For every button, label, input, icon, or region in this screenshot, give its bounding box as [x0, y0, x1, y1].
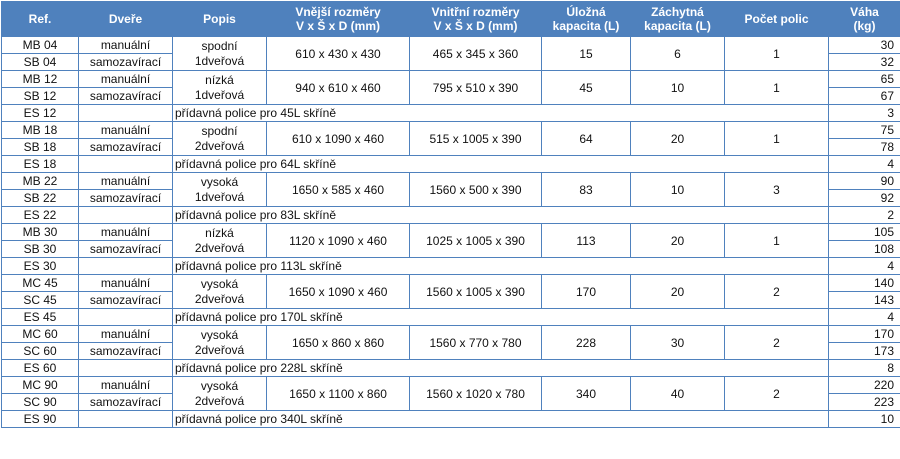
- sump-cell: 10: [631, 71, 725, 105]
- inner-dims-cell: 465 x 345 x 360: [410, 37, 542, 71]
- shelf-ref-cell: ES 22: [2, 207, 79, 224]
- storage-cell: 64: [542, 122, 631, 156]
- shelves-cell: 2: [725, 326, 829, 360]
- doors-cell: samozavírací: [79, 343, 173, 360]
- doors-cell: samozavírací: [79, 292, 173, 309]
- shelves-cell: 2: [725, 275, 829, 309]
- sump-cell: 20: [631, 224, 725, 258]
- ref-cell: SB 04: [2, 54, 79, 71]
- ref-cell: SC 45: [2, 292, 79, 309]
- doors-cell: manuální: [79, 173, 173, 190]
- inner-dims-cell: 795 x 510 x 390: [410, 71, 542, 105]
- doors-cell: samozavírací: [79, 139, 173, 156]
- desc-line1: nízká: [205, 226, 234, 240]
- sump-cell: 20: [631, 275, 725, 309]
- shelf-row: [2, 258, 900, 275]
- outer-dims-cell: 1650 x 860 x 860: [267, 326, 410, 360]
- header-storage: [542, 2, 631, 37]
- header-inner-line1: Vnitřní rozměry: [431, 5, 519, 19]
- doors-cell: manuální: [79, 275, 173, 292]
- shelves-cell: 2: [725, 377, 829, 411]
- shelf-weight-cell: 2: [829, 207, 900, 224]
- desc-cell: [173, 326, 267, 360]
- outer-dims-cell: 610 x 430 x 430: [267, 37, 410, 71]
- weight-cell: 75: [829, 122, 900, 139]
- storage-cell: 15: [542, 37, 631, 71]
- weight-cell: 30: [829, 37, 900, 54]
- desc-line2: 2dveřová: [195, 394, 244, 408]
- header-weight: [829, 2, 900, 37]
- weight-cell: 223: [829, 394, 900, 411]
- inner-dims-cell: 1025 x 1005 x 390: [410, 224, 542, 258]
- shelf-ref-cell: ES 12: [2, 105, 79, 122]
- weight-cell: 220: [829, 377, 900, 394]
- ref-cell: SC 90: [2, 394, 79, 411]
- table-body: [2, 37, 900, 428]
- table-row: [2, 122, 900, 139]
- desc-cell: [173, 173, 267, 207]
- ref-cell: SB 12: [2, 88, 79, 105]
- shelf-weight-cell: 3: [829, 105, 900, 122]
- header-storage-line1: Úložná: [566, 5, 605, 19]
- header-outer: [267, 2, 410, 37]
- weight-cell: 170: [829, 326, 900, 343]
- shelf-row: [2, 411, 900, 428]
- desc-cell: [173, 275, 267, 309]
- shelf-ref-cell: ES 18: [2, 156, 79, 173]
- shelf-row: [2, 105, 900, 122]
- desc-line1: nízká: [205, 73, 234, 87]
- doors-cell: manuální: [79, 224, 173, 241]
- doors-cell: manuální: [79, 326, 173, 343]
- shelf-doors-cell: [79, 411, 173, 428]
- desc-line2: 1dveřová: [195, 88, 244, 102]
- weight-cell: 65: [829, 71, 900, 88]
- table-row: [2, 224, 900, 241]
- shelf-row: [2, 360, 900, 377]
- table-row: [2, 37, 900, 54]
- inner-dims-cell: 1560 x 1020 x 780: [410, 377, 542, 411]
- desc-cell: [173, 122, 267, 156]
- doors-cell: samozavírací: [79, 190, 173, 207]
- desc-line1: vysoká: [201, 379, 238, 393]
- header-doors: [79, 2, 173, 37]
- desc-line1: vysoká: [201, 277, 238, 291]
- ref-cell: MB 12: [2, 71, 79, 88]
- inner-dims-cell: 515 x 1005 x 390: [410, 122, 542, 156]
- shelves-cell: 3: [725, 173, 829, 207]
- desc-line1: spodní: [201, 124, 237, 138]
- desc-cell: [173, 377, 267, 411]
- shelf-desc-cell: přídavná police pro 170L skříně: [173, 309, 829, 326]
- shelf-weight-cell: 4: [829, 156, 900, 173]
- outer-dims-cell: 1650 x 1100 x 860: [267, 377, 410, 411]
- header-sump-line2: kapacita (L): [644, 19, 711, 33]
- table-row: [2, 377, 900, 394]
- table-row: [2, 326, 900, 343]
- inner-dims-cell: 1560 x 770 x 780: [410, 326, 542, 360]
- outer-dims-cell: 940 x 610 x 460: [267, 71, 410, 105]
- shelf-doors-cell: [79, 360, 173, 377]
- doors-cell: manuální: [79, 377, 173, 394]
- shelf-ref-cell: ES 30: [2, 258, 79, 275]
- inner-dims-cell: 1560 x 500 x 390: [410, 173, 542, 207]
- outer-dims-cell: 1650 x 585 x 460: [267, 173, 410, 207]
- shelf-desc-cell: přídavná police pro 83L skříně: [173, 207, 829, 224]
- shelf-doors-cell: [79, 207, 173, 224]
- desc-line2: 1dveřová: [195, 190, 244, 204]
- desc-line2: 2dveřová: [195, 343, 244, 357]
- ref-cell: SB 22: [2, 190, 79, 207]
- header-inner: [410, 2, 542, 37]
- desc-line1: spodní: [201, 39, 237, 53]
- ref-cell: SB 30: [2, 241, 79, 258]
- header-storage-line2: kapacita (L): [553, 19, 620, 33]
- doors-cell: manuální: [79, 122, 173, 139]
- shelf-desc-cell: přídavná police pro 113L skříně: [173, 258, 829, 275]
- doors-cell: manuální: [79, 37, 173, 54]
- storage-cell: 113: [542, 224, 631, 258]
- sump-cell: 20: [631, 122, 725, 156]
- sump-cell: 40: [631, 377, 725, 411]
- header-weight-line2: (kg): [854, 19, 876, 33]
- shelf-row: [2, 156, 900, 173]
- shelves-cell: 1: [725, 71, 829, 105]
- shelf-weight-cell: 10: [829, 411, 900, 428]
- header-outer-line1: Vnější rozměry: [295, 5, 380, 19]
- inner-dims-cell: 1560 x 1005 x 390: [410, 275, 542, 309]
- storage-cell: 228: [542, 326, 631, 360]
- weight-cell: 90: [829, 173, 900, 190]
- storage-cell: 83: [542, 173, 631, 207]
- ref-cell: MB 04: [2, 37, 79, 54]
- shelf-doors-cell: [79, 105, 173, 122]
- weight-cell: 140: [829, 275, 900, 292]
- shelf-desc-cell: přídavná police pro 228L skříně: [173, 360, 829, 377]
- outer-dims-cell: 1120 x 1090 x 460: [267, 224, 410, 258]
- table-row: [2, 71, 900, 88]
- header-weight-line1: Váha: [850, 5, 879, 19]
- ref-cell: SC 60: [2, 343, 79, 360]
- shelf-weight-cell: 4: [829, 309, 900, 326]
- table-row: [2, 173, 900, 190]
- shelf-desc-cell: přídavná police pro 64L skříně: [173, 156, 829, 173]
- desc-cell: [173, 71, 267, 105]
- doors-cell: samozavírací: [79, 88, 173, 105]
- outer-dims-cell: 1650 x 1090 x 460: [267, 275, 410, 309]
- shelves-cell: 1: [725, 224, 829, 258]
- shelf-ref-cell: ES 90: [2, 411, 79, 428]
- outer-dims-cell: 610 x 1090 x 460: [267, 122, 410, 156]
- shelf-desc-cell: přídavná police pro 45L skříně: [173, 105, 829, 122]
- shelves-cell: 1: [725, 122, 829, 156]
- weight-cell: 143: [829, 292, 900, 309]
- header-row: [2, 2, 900, 37]
- doors-cell: samozavírací: [79, 54, 173, 71]
- doors-cell: samozavírací: [79, 394, 173, 411]
- shelf-ref-cell: ES 60: [2, 360, 79, 377]
- shelf-weight-cell: 4: [829, 258, 900, 275]
- shelf-doors-cell: [79, 258, 173, 275]
- shelf-ref-cell: ES 45: [2, 309, 79, 326]
- ref-cell: MC 45: [2, 275, 79, 292]
- header-shelves: [725, 2, 829, 37]
- shelf-row: [2, 207, 900, 224]
- shelf-weight-cell: 8: [829, 360, 900, 377]
- weight-cell: 92: [829, 190, 900, 207]
- header-outer-line2: V x Š x D (mm): [296, 19, 380, 33]
- ref-cell: MC 60: [2, 326, 79, 343]
- header-ref: [2, 2, 79, 37]
- doors-cell: samozavírací: [79, 241, 173, 258]
- desc-line2: 1dveřová: [195, 54, 244, 68]
- weight-cell: 105: [829, 224, 900, 241]
- header-desc-label: Popis: [203, 12, 236, 26]
- header-shelves-label: Počet polic: [744, 12, 808, 26]
- desc-line1: vysoká: [201, 175, 238, 189]
- shelf-doors-cell: [79, 156, 173, 173]
- shelf-doors-cell: [79, 309, 173, 326]
- ref-cell: MB 18: [2, 122, 79, 139]
- cabinet-spec-table: [1, 1, 900, 428]
- desc-line2: 2dveřová: [195, 139, 244, 153]
- sump-cell: 6: [631, 37, 725, 71]
- ref-cell: MB 30: [2, 224, 79, 241]
- weight-cell: 108: [829, 241, 900, 258]
- sump-cell: 10: [631, 173, 725, 207]
- storage-cell: 340: [542, 377, 631, 411]
- weight-cell: 67: [829, 88, 900, 105]
- desc-line2: 2dveřová: [195, 241, 244, 255]
- weight-cell: 78: [829, 139, 900, 156]
- sump-cell: 30: [631, 326, 725, 360]
- ref-cell: MB 22: [2, 173, 79, 190]
- doors-cell: manuální: [79, 71, 173, 88]
- ref-cell: MC 90: [2, 377, 79, 394]
- desc-cell: [173, 224, 267, 258]
- header-ref-label: Ref.: [29, 12, 52, 26]
- header-sump: [631, 2, 725, 37]
- storage-cell: 170: [542, 275, 631, 309]
- shelf-desc-cell: přídavná police pro 340L skříně: [173, 411, 829, 428]
- desc-line1: vysoká: [201, 328, 238, 342]
- header-desc: [173, 2, 267, 37]
- table-row: [2, 275, 900, 292]
- weight-cell: 173: [829, 343, 900, 360]
- desc-line2: 2dveřová: [195, 292, 244, 306]
- desc-cell: [173, 37, 267, 71]
- header-inner-line2: V x Š x D (mm): [433, 19, 517, 33]
- shelves-cell: 1: [725, 37, 829, 71]
- header-doors-label: Dveře: [109, 12, 142, 26]
- ref-cell: SB 18: [2, 139, 79, 156]
- header-sump-line1: Záchytná: [651, 5, 704, 19]
- storage-cell: 45: [542, 71, 631, 105]
- weight-cell: 32: [829, 54, 900, 71]
- shelf-row: [2, 309, 900, 326]
